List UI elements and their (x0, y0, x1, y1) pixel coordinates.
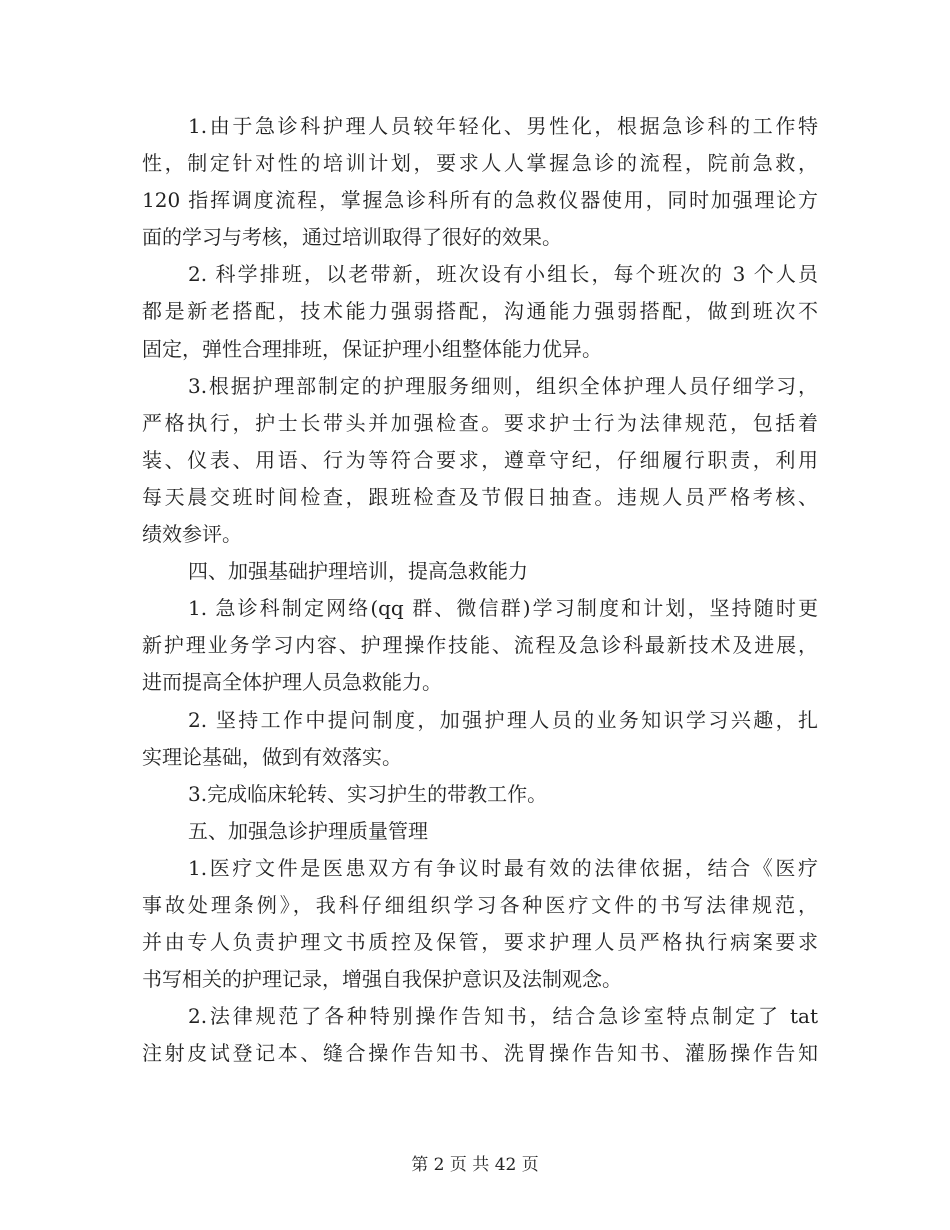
paragraph-3-line-2: 严格执行，护士长带头并加强检查。要求护士行为法律规范，包括着 (142, 410, 818, 435)
paragraph-6-line-1: 3.完成临床轮转、实习护生的带教工作。 (188, 781, 548, 806)
paragraph-3-line-3: 装、仪表、用语、行为等符合要求，遵章守纪，仔细履行职责，利用 (142, 447, 818, 472)
document-body (142, 108, 818, 1072)
paragraph-3-line-4: 每天晨交班时间检查，跟班检查及节假日抽查。违规人员严格考核、 (142, 484, 818, 509)
paragraph-4-line-1: 1. 急诊科制定网络(qq 群、微信群)学习制度和计划，坚持随时更 (188, 596, 818, 621)
paragraph-5-line-1: 2. 坚持工作中提问制度，加强护理人员的业务知识学习兴趣，扎 (188, 707, 818, 732)
section-heading-5: 五、加强急诊护理质量管理 (188, 818, 428, 843)
page-number-footer: 第 2 页 共 42 页 (411, 1155, 539, 1175)
paragraph-1-line-2: 性，制定针对性的培训计划，要求人人掌握急诊的流程，院前急救， (142, 151, 818, 176)
paragraph-2-line-3: 固定，弹性合理排班，保证护理小组整体能力优异。 (142, 336, 602, 361)
paragraph-3-line-5: 绩效参评。 (142, 522, 242, 547)
paragraph-8-line-2: 注射皮试登记本、缝合操作告知书、洗胃操作告知书、灌肠操作告知 (142, 1041, 818, 1066)
paragraph-1-line-3: 120 指挥调度流程，掌握急诊科所有的急救仪器使用，同时加强理论方 (142, 188, 818, 213)
paragraph-4-line-3: 进而提高全体护理人员急救能力。 (142, 670, 442, 695)
paragraph-7-line-1: 1.医疗文件是医患双方有争议时最有效的法律依据，结合《医疗 (188, 855, 818, 880)
paragraph-5-line-2: 实理论基础，做到有效落实。 (142, 744, 402, 769)
paragraph-2-line-1: 2. 科学排班，以老带新，班次设有小组长，每个班次的 3 个人员 (188, 262, 818, 287)
paragraph-8-line-1: 2.法律规范了各种特别操作告知书，结合急诊室特点制定了 tat (188, 1004, 818, 1029)
paragraph-7-line-4: 书写相关的护理记录，增强自我保护意识及法制观念。 (142, 967, 622, 992)
paragraph-3-line-1: 3.根据护理部制定的护理服务细则，组织全体护理人员仔细学习， (188, 373, 818, 398)
paragraph-7-line-2: 事故处理条例》，我科仔细组织学习各种医疗文件的书写法律规范， (142, 892, 818, 917)
paragraph-2-line-2: 都是新老搭配，技术能力强弱搭配，沟通能力强弱搭配，做到班次不 (142, 299, 818, 324)
paragraph-1-line-1: 1.由于急诊科护理人员较年轻化、男性化，根据急诊科的工作特 (188, 114, 818, 138)
section-heading-4: 四、加强基础护理培训，提高急救能力 (188, 559, 528, 584)
paragraph-1-line-4: 面的学习与考核，通过培训取得了很好的效果。 (142, 225, 562, 250)
paragraph-7-line-3: 并由专人负责护理文书质控及保管，要求护理人员严格执行病案要求 (142, 930, 818, 955)
paragraph-4-line-2: 新护理业务学习内容、护理操作技能、流程及急诊科最新技术及进展， (142, 633, 818, 658)
